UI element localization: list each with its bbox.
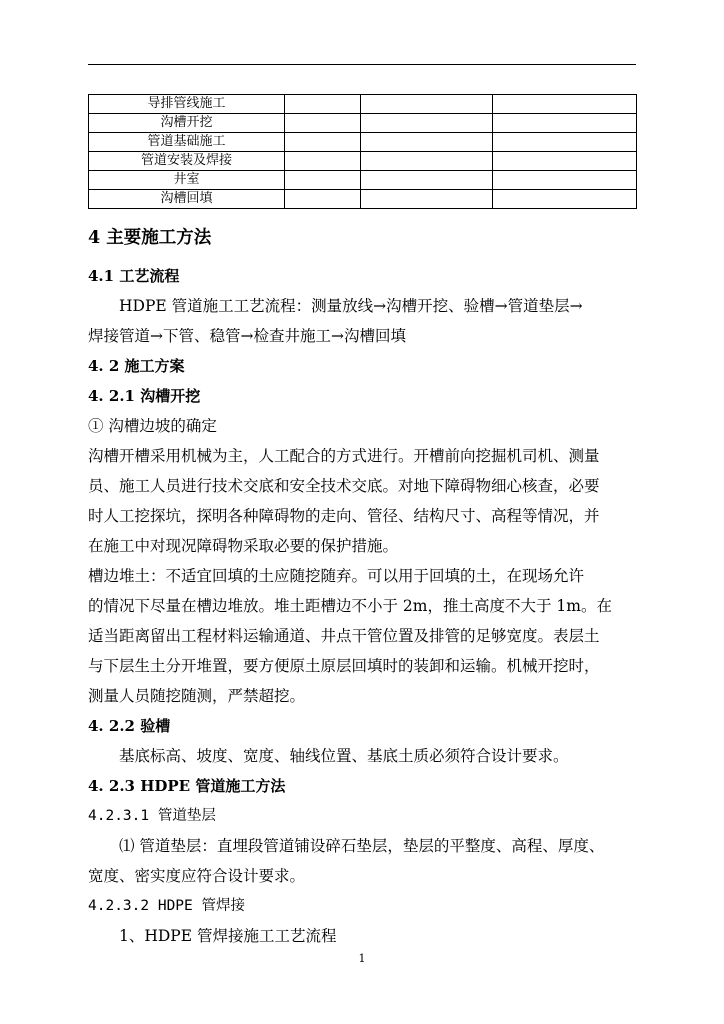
table-row xyxy=(89,152,637,171)
section-4-2-2-heading: 4. 2.2 验槽 xyxy=(88,717,171,735)
table-row xyxy=(89,190,637,209)
table-row xyxy=(89,171,637,190)
paragraph-line: 1、HDPE 管焊接施工工艺流程 xyxy=(119,927,337,945)
task-name-cell: 导排管线施工 xyxy=(89,95,285,114)
paragraph-line: 时人工挖探坑，探明各种障碍物的走向、管径、结构尺寸、高程等情况，并 xyxy=(88,507,600,525)
paragraph-line: 适当距离留出工程材料运输通道、井点干管位置及排管的足够宽度。表层土 xyxy=(88,627,600,645)
table-cell xyxy=(285,95,361,114)
table-cell xyxy=(285,114,361,133)
construction-schedule-table xyxy=(88,94,637,209)
paragraph-line: ⑴ 管道垫层：直埋段管道铺设碎石垫层，垫层的平整度、高程、厚度、 xyxy=(119,837,605,855)
task-name-cell: 沟槽回填 xyxy=(89,190,285,209)
table-cell xyxy=(285,133,361,152)
paragraph-line: 的情况下尽量在槽边堆放。堆土距槽边不小于 2m，推土高度不大于 1m。在 xyxy=(88,597,612,615)
paragraph-line: 宽度、密实度应符合设计要求。 xyxy=(88,867,306,885)
section-4-2-3-heading: 4. 2.3 HDPE 管道施工方法 xyxy=(88,777,286,795)
paragraph-line: HDPE 管道施工工艺流程：测量放线→沟槽开挖、验槽→管道垫层→ xyxy=(119,297,583,315)
section-4-2-heading: 4. 2 施工方案 xyxy=(88,357,185,375)
table-cell xyxy=(361,95,493,114)
table-cell xyxy=(285,190,361,209)
table-cell xyxy=(285,171,361,190)
table-row xyxy=(89,95,637,114)
paragraph-line: 员、施工人员进行技术交底和安全技术交底。对地下障碍物细心核查，必要 xyxy=(88,477,600,495)
table-row xyxy=(89,114,637,133)
table-cell xyxy=(493,190,637,209)
header-rule xyxy=(88,64,636,65)
list-item: ① 沟槽边坡的确定 xyxy=(88,417,217,435)
table-row xyxy=(89,133,637,152)
task-name-cell: 管道基础施工 xyxy=(89,133,285,152)
paragraph-line: 与下层生土分开堆置，要方便原土原层回填时的装卸和运输。机械开挖时， xyxy=(88,657,600,675)
paragraph-line: 槽边堆土：不适宜回填的土应随挖随弃。可以用于回填的土，在现场允许 xyxy=(88,567,585,585)
table-cell xyxy=(361,152,493,171)
task-name-cell: 管道安装及焊接 xyxy=(89,152,285,171)
table-cell xyxy=(361,190,493,209)
paragraph-line: 在施工中对现况障碍物采取必要的保护措施。 xyxy=(88,537,399,555)
section-4-2-1-heading: 4. 2.1 沟槽开挖 xyxy=(88,387,201,405)
table-cell xyxy=(285,152,361,171)
table-cell xyxy=(493,95,637,114)
document-body xyxy=(88,221,640,951)
paragraph-line: 测量人员随挖随测，严禁超挖。 xyxy=(88,687,306,705)
table-cell xyxy=(361,133,493,152)
table-cell xyxy=(493,114,637,133)
task-name-cell: 沟槽开挖 xyxy=(89,114,285,133)
section-4-heading: 4 主要施工方法 xyxy=(88,228,212,248)
task-name-cell: 井室 xyxy=(89,171,285,190)
table-cell xyxy=(493,133,637,152)
table-cell xyxy=(361,171,493,190)
paragraph-line: 焊接管道→下管、稳管→检查井施工→沟槽回填 xyxy=(88,327,406,345)
paragraph-line: 沟槽开槽采用机械为主，人工配合的方式进行。开槽前向挖掘机司机、测量 xyxy=(88,447,600,465)
section-4-2-3-1-heading: 4.2.3.1 管道垫层 xyxy=(88,808,216,824)
section-4-2-3-2-heading: 4.2.3.2 HDPE 管焊接 xyxy=(88,898,245,914)
page-number: 1 xyxy=(358,952,366,965)
paragraph-line: 基底标高、坡度、宽度、轴线位置、基底土质必须符合设计要求。 xyxy=(119,747,569,765)
table-cell xyxy=(361,114,493,133)
section-4-1-heading: 4.1 工艺流程 xyxy=(88,267,180,285)
table-cell xyxy=(493,171,637,190)
table-cell xyxy=(493,152,637,171)
